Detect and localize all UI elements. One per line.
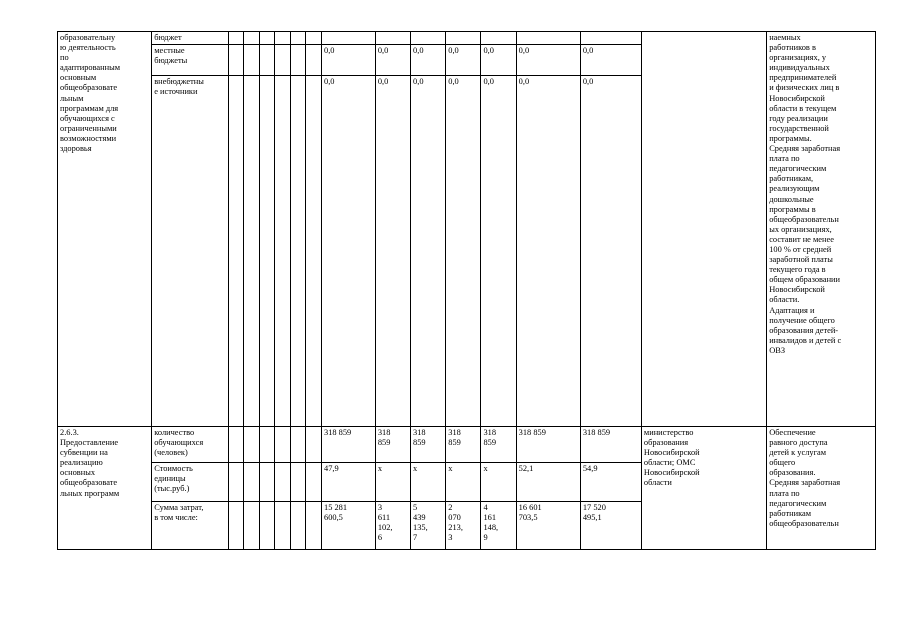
value-cell: 0,0 [322, 45, 376, 76]
empty-cell [306, 32, 322, 45]
empty-cell [228, 427, 244, 463]
empty-cell [306, 76, 322, 427]
executor-cell: министерство образования Новосибирской области; ОМС Новосибирской области [641, 427, 766, 550]
value-cell: x [481, 463, 516, 502]
empty-cell [275, 502, 291, 550]
activity-name-cell: образовательну ю деятельность по адаптированным основным общеобразовате льным программам для обучающихся с ограниченными возможностями здоровья [58, 32, 152, 427]
empty-cell [244, 76, 260, 427]
empty-cell [259, 76, 275, 427]
empty-cell [259, 463, 275, 502]
value-cell: 0,0 [481, 76, 516, 427]
empty-cell [275, 32, 291, 45]
table-row [58, 32, 876, 45]
value-cell: 318 859 [446, 427, 481, 463]
value-cell: 2 070 213, 3 [446, 502, 481, 550]
value-cell: 54,9 [580, 463, 641, 502]
value-cell: 318 859 [411, 427, 446, 463]
empty-cell [228, 76, 244, 427]
empty-cell [259, 427, 275, 463]
indicator-label-cell: Стоимость единицы (тыс.руб.) [152, 463, 229, 502]
value-cell: 318 859 [375, 427, 410, 463]
value-cell: 318 859 [516, 427, 580, 463]
value-cell: 3 611 102, 6 [375, 502, 410, 550]
empty-cell [275, 463, 291, 502]
empty-cell [228, 45, 244, 76]
indicator-label-cell: количество обучающихся (человек) [152, 427, 229, 463]
value-cell [481, 32, 516, 45]
empty-cell [275, 45, 291, 76]
indicator-label-cell: внебюджетны е источники [152, 76, 229, 427]
value-cell: 0,0 [580, 45, 641, 76]
empty-cell [244, 502, 260, 550]
indicator-label-cell: Сумма затрат, в том числе: [152, 502, 229, 550]
empty-cell [290, 76, 306, 427]
value-cell: 318 859 [322, 427, 376, 463]
empty-cell [275, 76, 291, 427]
executor-cell [641, 32, 766, 427]
value-cell: 0,0 [580, 76, 641, 427]
value-cell: 0,0 [411, 76, 446, 427]
empty-cell [228, 502, 244, 550]
empty-cell [306, 463, 322, 502]
empty-cell [244, 463, 260, 502]
table-row [58, 427, 876, 463]
activity-name-cell: 2.6.3. Предоставление субвенции на реализацию основных общеобразовате льных программ [58, 427, 152, 550]
value-cell [322, 32, 376, 45]
empty-cell [244, 427, 260, 463]
value-cell: 0,0 [411, 45, 446, 76]
value-cell: 0,0 [375, 45, 410, 76]
value-cell: 15 281 600,5 [322, 502, 376, 550]
value-cell: 0,0 [446, 45, 481, 76]
value-cell: x [375, 463, 410, 502]
value-cell: 52,1 [516, 463, 580, 502]
value-cell: 0,0 [516, 76, 580, 427]
empty-cell [290, 463, 306, 502]
empty-cell [244, 45, 260, 76]
indicator-label-cell: бюджет [152, 32, 229, 45]
empty-cell [259, 32, 275, 45]
empty-cell [306, 502, 322, 550]
value-cell [411, 32, 446, 45]
value-cell [375, 32, 410, 45]
empty-cell [290, 502, 306, 550]
empty-cell [306, 45, 322, 76]
value-cell [516, 32, 580, 45]
value-cell: 0,0 [446, 76, 481, 427]
value-cell: x [411, 463, 446, 502]
empty-cell [228, 463, 244, 502]
value-cell [580, 32, 641, 45]
indicator-label-cell: местные бюджеты [152, 45, 229, 76]
empty-cell [244, 32, 260, 45]
value-cell: 0,0 [516, 45, 580, 76]
empty-cell [306, 427, 322, 463]
empty-cell [259, 502, 275, 550]
value-cell: x [446, 463, 481, 502]
value-cell: 0,0 [481, 45, 516, 76]
value-cell: 318 859 [481, 427, 516, 463]
value-cell: 47,9 [322, 463, 376, 502]
value-cell: 318 859 [580, 427, 641, 463]
empty-cell [228, 32, 244, 45]
value-cell: 0,0 [375, 76, 410, 427]
value-cell: 16 601 703,5 [516, 502, 580, 550]
empty-cell [275, 427, 291, 463]
value-cell: 5 439 135, 7 [411, 502, 446, 550]
program-activities-table [57, 31, 876, 550]
empty-cell [290, 45, 306, 76]
value-cell: 0,0 [322, 76, 376, 427]
value-cell [446, 32, 481, 45]
empty-cell [290, 427, 306, 463]
expected-result-cell: наемных работников в организациях, у индивидуальных предпринимателей и физических лиц в Новосибирской области в текущем году реализации государственной программы. Средняя заработная плата по педагогическим работникам, реализующим дошкольные программы в общеобразовательн ых организациях, составит не менее 100 % от средней заработной платы текущего года в общем образовании Новосибирской области. Адаптация и получение общего образования детей- инвалидов и детей с ОВЗ [767, 32, 876, 427]
empty-cell [290, 32, 306, 45]
value-cell: 17 520 495,1 [580, 502, 641, 550]
expected-result-cell: Обеспечение равного доступа детей к услугам общего образования. Средняя заработная плата по педагогическим работникам общеобразовательн [767, 427, 876, 550]
empty-cell [259, 45, 275, 76]
value-cell: 4 161 148, 9 [481, 502, 516, 550]
